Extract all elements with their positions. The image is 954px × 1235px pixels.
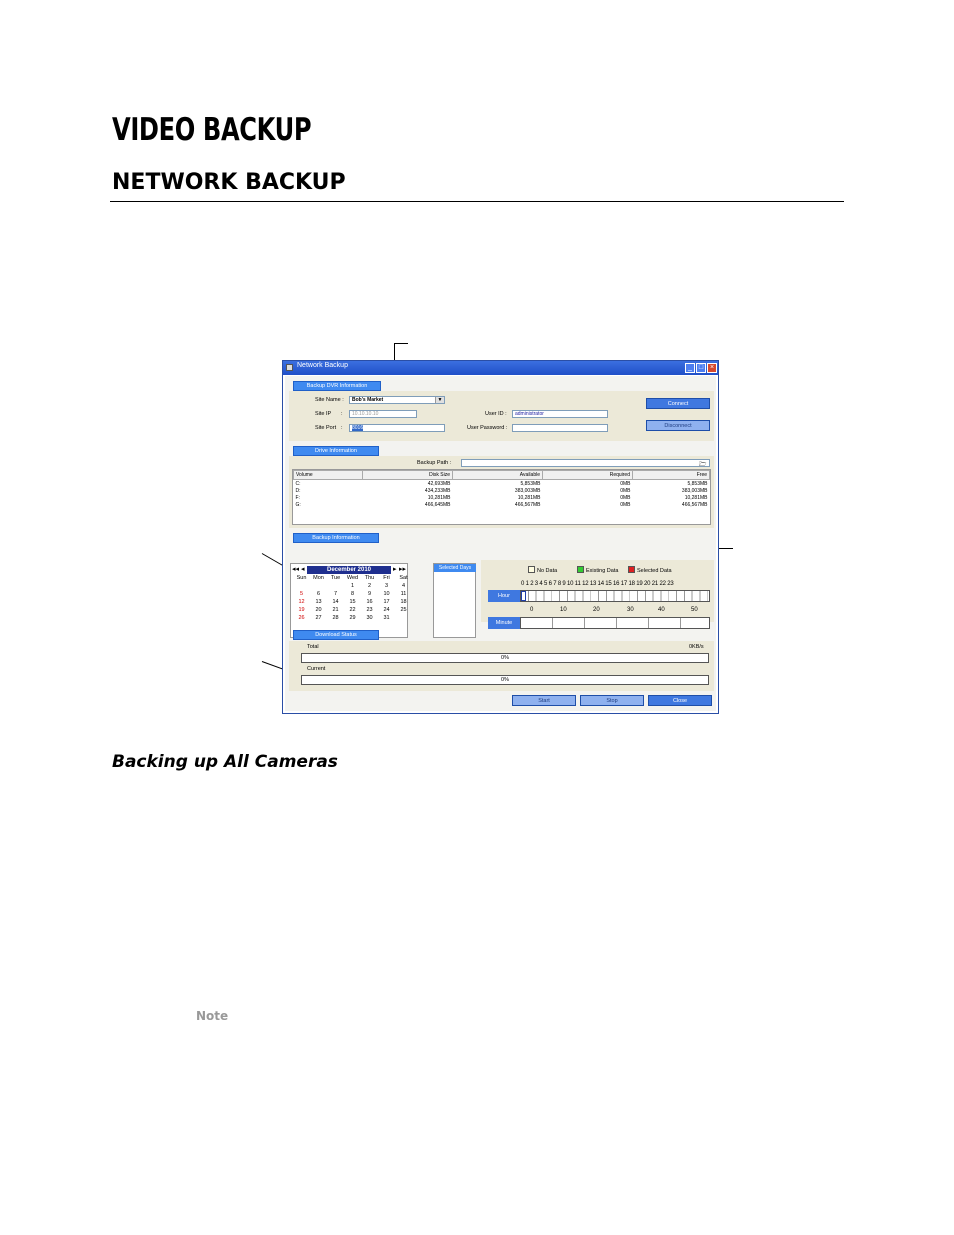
prev-year-icon[interactable]: ◂◂ [292, 566, 300, 573]
selected-days-header: Selected Days [434, 564, 476, 572]
disk-size-cell: 42,693MB [427, 480, 451, 487]
page-subtitle: NETWORK BACKUP [112, 170, 346, 195]
calendar-day[interactable]: 24 [383, 607, 390, 613]
required-cell: 0MB [620, 487, 631, 494]
free-cell: 10,281MB [684, 494, 708, 501]
volume-cell: G: [295, 501, 301, 508]
current-progress-bar: 0% [301, 675, 709, 685]
minute-tick-label: 20 [593, 607, 600, 613]
title-rule [110, 201, 844, 202]
user-id-field[interactable]: administrator [512, 410, 608, 418]
drive-info-section-label: Drive Information [293, 446, 379, 456]
site-name-select[interactable] [349, 396, 445, 404]
section-heading: Backing up All Cameras [112, 752, 338, 772]
minute-scale [520, 607, 710, 615]
calendar-day[interactable]: 3 [384, 583, 389, 589]
dvr-info-panel [289, 391, 714, 441]
volume-cell: C: [295, 480, 301, 487]
disk-size-cell: 434,233MB [424, 487, 451, 494]
backup-info-section-label: Backup Information [293, 533, 379, 543]
free-cell: 5,853MB [687, 480, 708, 487]
weekday-label: Mon [313, 575, 324, 581]
user-password-field[interactable] [512, 424, 608, 432]
close-window-button[interactable]: × [707, 363, 717, 373]
app-icon [286, 364, 293, 371]
legend [524, 565, 682, 575]
calendar-day[interactable]: 2 [367, 583, 372, 589]
total-label: Total [307, 644, 319, 650]
volume-cell: D: [295, 487, 301, 494]
connect-button[interactable]: Connect [646, 398, 710, 409]
available-cell: 383,003MB [514, 487, 541, 494]
disconnect-button[interactable]: Disconnect [646, 420, 710, 431]
free-cell: 466,567MB [681, 501, 708, 508]
available-cell: 10,281MB [517, 494, 541, 501]
minute-tick-label: 10 [560, 607, 567, 613]
calendar-day[interactable]: 23 [366, 607, 373, 613]
calendar-day[interactable]: 28 [332, 615, 339, 621]
window-titlebar[interactable] [283, 361, 718, 375]
hour-cursor[interactable] [521, 591, 526, 601]
next-month-icon[interactable]: ▸ [393, 566, 397, 573]
site-port-field[interactable] [349, 424, 445, 432]
transfer-rate: 0KB/s [689, 644, 704, 650]
total-progress-bar: 0% [301, 653, 709, 663]
available-cell: 466,567MB [514, 501, 541, 508]
close-button[interactable]: Close [648, 695, 712, 706]
hour-scale: 0 1 2 3 4 5 6 7 8 9 10 11 12 13 14 15 16 17 18 19 20 21 22 23 [521, 581, 674, 587]
weekday-label: Sun [296, 575, 307, 581]
calendar-day[interactable]: 15 [349, 599, 356, 605]
calendar-day[interactable]: 30 [366, 615, 373, 621]
drive-table [293, 470, 710, 508]
site-port-label: Site Port [315, 425, 337, 431]
minute-tick-label: 50 [691, 607, 698, 613]
calendar-day[interactable]: 27 [315, 615, 322, 621]
no-data-swatch [528, 566, 535, 573]
minute-tick-label: 0 [530, 607, 534, 613]
weekday-label: Tue [330, 575, 341, 581]
required-cell: 0MB [620, 494, 631, 501]
calendar-day[interactable]: 25 [400, 607, 407, 613]
site-port-colon: : [341, 425, 343, 431]
dvr-info-section-label: Backup DVR Information [293, 381, 381, 391]
column-header-required: Required [543, 471, 633, 480]
calendar-month: December 2010 [307, 566, 391, 574]
calendar-day[interactable]: 22 [349, 607, 356, 613]
calendar-day[interactable]: 18 [400, 599, 407, 605]
calendar-day[interactable] [310, 583, 327, 589]
current-label: Current [307, 666, 326, 672]
site-name-value: Bob's Market [352, 397, 384, 403]
weekday-label: Sat [399, 575, 408, 581]
backup-path-label: Backup Path : [417, 460, 452, 466]
calendar-day[interactable] [327, 583, 344, 589]
next-year-icon[interactable]: ▸▸ [399, 566, 407, 573]
selected-days-list[interactable] [433, 563, 476, 638]
existing-data-swatch [577, 566, 584, 573]
weekday-label: Fri [383, 575, 390, 581]
weekday-label: Thu [364, 575, 375, 581]
calendar-day[interactable]: 10 [383, 591, 390, 597]
calendar-day[interactable]: 20 [315, 607, 322, 613]
column-header-free: Free [633, 471, 710, 480]
table-row[interactable] [294, 487, 710, 494]
calendar-day[interactable]: 26 [298, 615, 305, 621]
backup-path-field[interactable] [461, 459, 710, 467]
legend-selected-data [628, 566, 672, 574]
calendar-day[interactable]: 13 [315, 599, 322, 605]
calendar-day[interactable]: 17 [383, 599, 390, 605]
minute-timeline[interactable] [520, 617, 710, 629]
hour-timeline[interactable] [520, 590, 710, 602]
calendar [290, 563, 408, 638]
minute-tick-label: 30 [627, 607, 634, 613]
calendar-day[interactable] [395, 615, 412, 621]
note-label: Note [196, 1009, 229, 1023]
column-header-disk-size: Disk Size [363, 471, 453, 480]
start-button[interactable]: Start [512, 695, 576, 706]
prev-month-icon[interactable]: ◂ [301, 566, 305, 573]
available-cell: 5,853MB [520, 480, 541, 487]
calendar-day[interactable]: 12 [298, 599, 305, 605]
site-ip-colon: : [341, 411, 343, 417]
table-row[interactable] [294, 480, 710, 488]
calendar-day[interactable]: 5 [299, 591, 304, 597]
calendar-day[interactable]: 7 [333, 591, 338, 597]
minute-label: Minute [488, 617, 520, 629]
required-cell: 0MB [620, 501, 631, 508]
calendar-day[interactable]: 6 [316, 591, 321, 597]
calendar-day[interactable] [293, 583, 310, 589]
calendar-day[interactable]: 8 [350, 591, 355, 597]
column-header-available: Available [453, 471, 543, 480]
table-row[interactable] [294, 501, 710, 508]
callout-line [394, 343, 408, 344]
stop-button[interactable]: Stop [580, 695, 644, 706]
free-cell: 383,003MB [681, 487, 708, 494]
folder-icon[interactable]: 🗁 [699, 462, 707, 468]
legend-existing-data-label: Existing Data [586, 568, 619, 574]
disk-size-cell: 10,281MB [427, 494, 451, 501]
page-title: VIDEO BACKUP [112, 112, 312, 148]
calendar-day[interactable]: 4 [401, 583, 406, 589]
minute-tick-label: 40 [658, 607, 665, 613]
calendar-day[interactable]: 9 [367, 591, 372, 597]
site-port-value: 8016 [352, 425, 364, 431]
calendar-day[interactable]: 29 [349, 615, 356, 621]
calendar-day[interactable]: 1 [350, 583, 355, 589]
calendar-day[interactable]: 31 [383, 615, 390, 621]
site-name-label: Site Name : [315, 397, 344, 403]
minimize-button[interactable]: _ [685, 363, 695, 373]
column-header-volume: Volume [294, 471, 363, 480]
chevron-down-icon[interactable]: ▼ [435, 397, 444, 404]
window-content [285, 376, 716, 711]
calendar-day[interactable]: 16 [366, 599, 373, 605]
drive-list [292, 469, 711, 525]
site-ip-field[interactable]: 10.10.10.10 [349, 410, 417, 418]
table-row[interactable] [294, 494, 710, 501]
weekday-label: Wed [346, 575, 359, 581]
window-title: Network Backup [297, 362, 348, 369]
download-status-section-label: Download Status [293, 630, 379, 640]
required-cell: 0MB [620, 480, 631, 487]
legend-existing-data [577, 566, 618, 574]
user-id-label: User ID : [485, 411, 507, 417]
calendar-day[interactable]: 19 [298, 607, 305, 613]
hour-label: Hour [488, 590, 520, 602]
selected-data-swatch [628, 566, 635, 573]
legend-selected-data-label: Selected Data [637, 568, 672, 574]
disk-size-cell: 466,645MB [424, 501, 451, 508]
legend-no-data-label: No Data [537, 568, 558, 574]
calendar-day[interactable]: 11 [400, 591, 407, 597]
calendar-grid [293, 575, 412, 621]
drive-info-panel [289, 456, 714, 528]
legend-no-data [528, 566, 557, 574]
calendar-day[interactable]: 21 [332, 607, 339, 613]
volume-cell: F: [295, 494, 300, 501]
user-password-label: User Password : [467, 425, 508, 431]
download-status-panel [289, 641, 714, 691]
site-ip-label: Site IP [315, 411, 332, 417]
maximize-button[interactable]: □ [696, 363, 706, 373]
network-backup-window [282, 360, 719, 714]
calendar-day[interactable]: 14 [332, 599, 339, 605]
